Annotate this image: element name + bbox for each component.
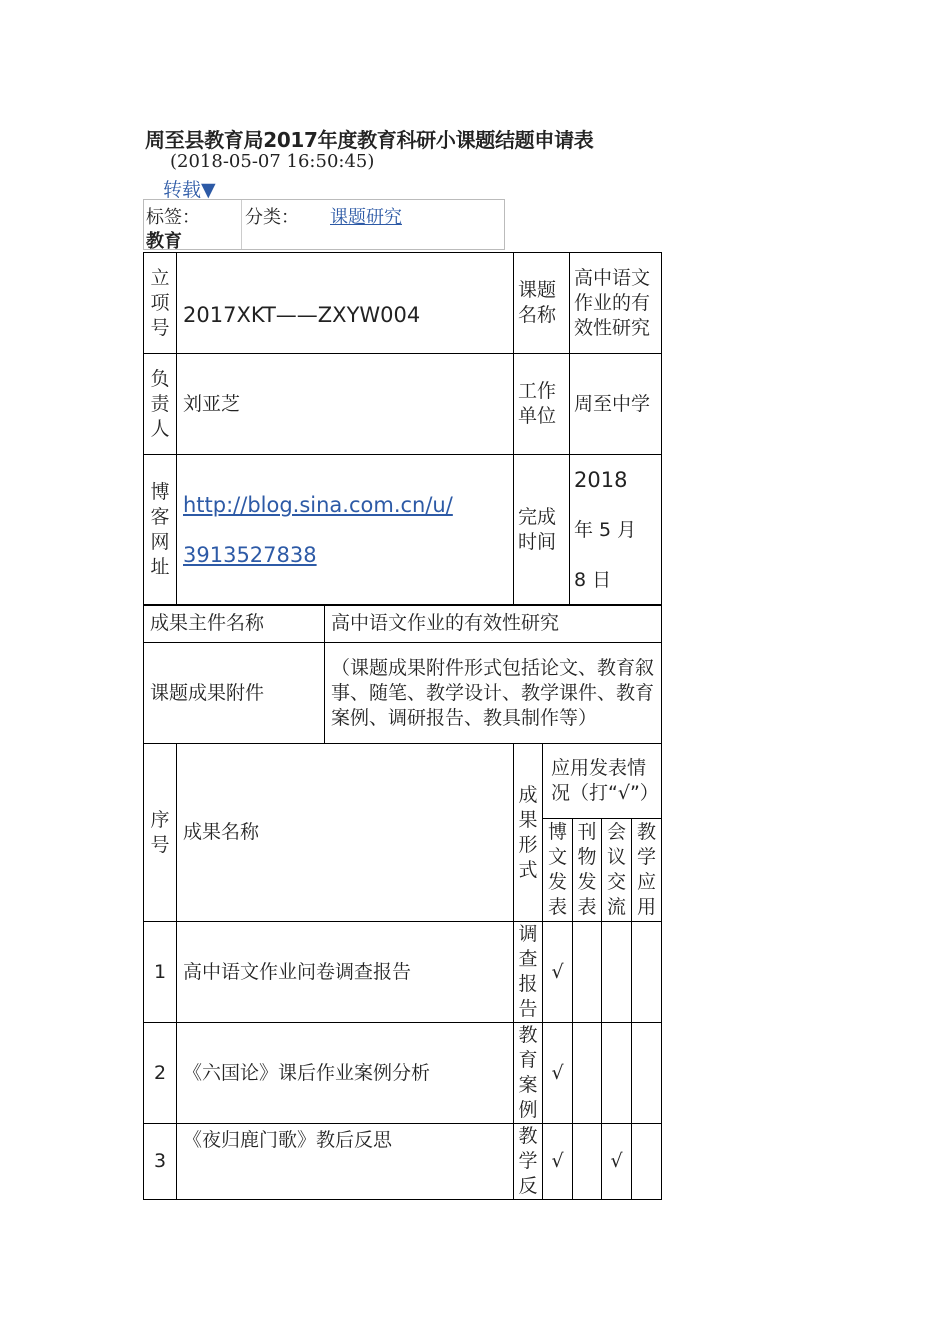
table-row <box>144 1023 662 1124</box>
row-teaching <box>632 1023 662 1124</box>
table-row <box>144 922 662 1023</box>
project-no <box>177 253 514 354</box>
topic-value: 高中语文作业的有效性研究 <box>570 253 662 354</box>
header-usage: 应用发表情况（打“√”） <box>543 744 662 819</box>
row-teaching <box>632 922 662 1023</box>
row-blog: √ <box>543 922 573 1023</box>
attach-value: （课题成果附件形式包括论文、教育叙事、随笔、教学设计、教学课件、教育案例、调研报告、教具制作等） <box>325 643 662 744</box>
page-title: 周至县教育局2017年度教育科研小课题结题申请表 <box>145 128 594 152</box>
finish-year: 2018 <box>574 468 628 492</box>
post-date: (2018-05-07 16:50:45) <box>170 151 375 172</box>
outcomes-table <box>143 743 662 1200</box>
row-form: 教学反 <box>514 1124 543 1200</box>
header-journal: 刊物发表 <box>573 819 602 922</box>
table-row <box>144 1124 662 1200</box>
row-no: 1 <box>144 922 177 1023</box>
row-meeting <box>602 922 632 1023</box>
row-journal <box>573 1124 602 1200</box>
main-result-value: 高中语文作业的有效性研究 <box>325 605 662 643</box>
blog-label: 博客网址 <box>144 455 177 606</box>
finish-day: 8 日 <box>574 569 612 591</box>
tag-divider <box>241 200 242 249</box>
row-form: 教育案例 <box>514 1023 543 1124</box>
attach-label: 课题成果附件 <box>144 643 325 744</box>
unit-label: 工作单位 <box>514 354 570 455</box>
finish-cell <box>570 455 662 606</box>
row-name: 《六国论》课后作业案例分析 <box>177 1023 514 1124</box>
blog-cell <box>177 455 514 606</box>
row-no: 2 <box>144 1023 177 1124</box>
info-table <box>143 252 662 606</box>
row-journal <box>573 922 602 1023</box>
category-link[interactable]: 课题研究 <box>330 207 402 228</box>
row-journal <box>573 1023 602 1124</box>
row-name: 《夜归鹿门歌》教后反思 <box>177 1124 514 1200</box>
header-no: 序号 <box>144 744 177 922</box>
header-form: 成果形式 <box>514 744 543 922</box>
row-name: 高中语文作业问卷调查报告 <box>177 922 514 1023</box>
row-blog: √ <box>543 1124 573 1200</box>
blog-link-line2[interactable]: 3913527838 <box>183 543 317 567</box>
finish-month: 年 5 月 <box>574 519 637 541</box>
tag-label: 标签： <box>146 207 200 228</box>
project-no-label: 立项号 <box>144 253 177 354</box>
finish-label: 完成时间 <box>514 455 570 606</box>
topic-label: 课题名称 <box>514 253 570 354</box>
row-form: 调查报告 <box>514 922 543 1023</box>
header-teaching: 教学应用 <box>632 819 662 922</box>
repost-link[interactable]: 转载▼ <box>163 179 216 201</box>
header-name: 成果名称 <box>177 744 514 922</box>
row-teaching <box>632 1124 662 1200</box>
blog-link-line1[interactable]: http://blog.sina.com.cn/u/ <box>183 493 453 517</box>
project-no-value: 2017XKT——ZXYW004 <box>183 302 421 327</box>
header-blog: 博文发表 <box>543 819 573 922</box>
row-no: 3 <box>144 1124 177 1200</box>
leader-label: 负责人 <box>144 354 177 455</box>
header-meeting: 会议交流 <box>602 819 632 922</box>
category-label: 分类： <box>245 207 299 228</box>
tag-value[interactable]: 教育 <box>146 231 182 252</box>
main-result-label: 成果主件名称 <box>144 605 325 643</box>
row-blog: √ <box>543 1023 573 1124</box>
result-table <box>143 604 662 744</box>
leader-value: 刘亚芝 <box>177 354 514 455</box>
row-meeting <box>602 1023 632 1124</box>
row-meeting: √ <box>602 1124 632 1200</box>
unit-value: 周至中学 <box>570 354 662 455</box>
tag-box <box>143 199 505 250</box>
